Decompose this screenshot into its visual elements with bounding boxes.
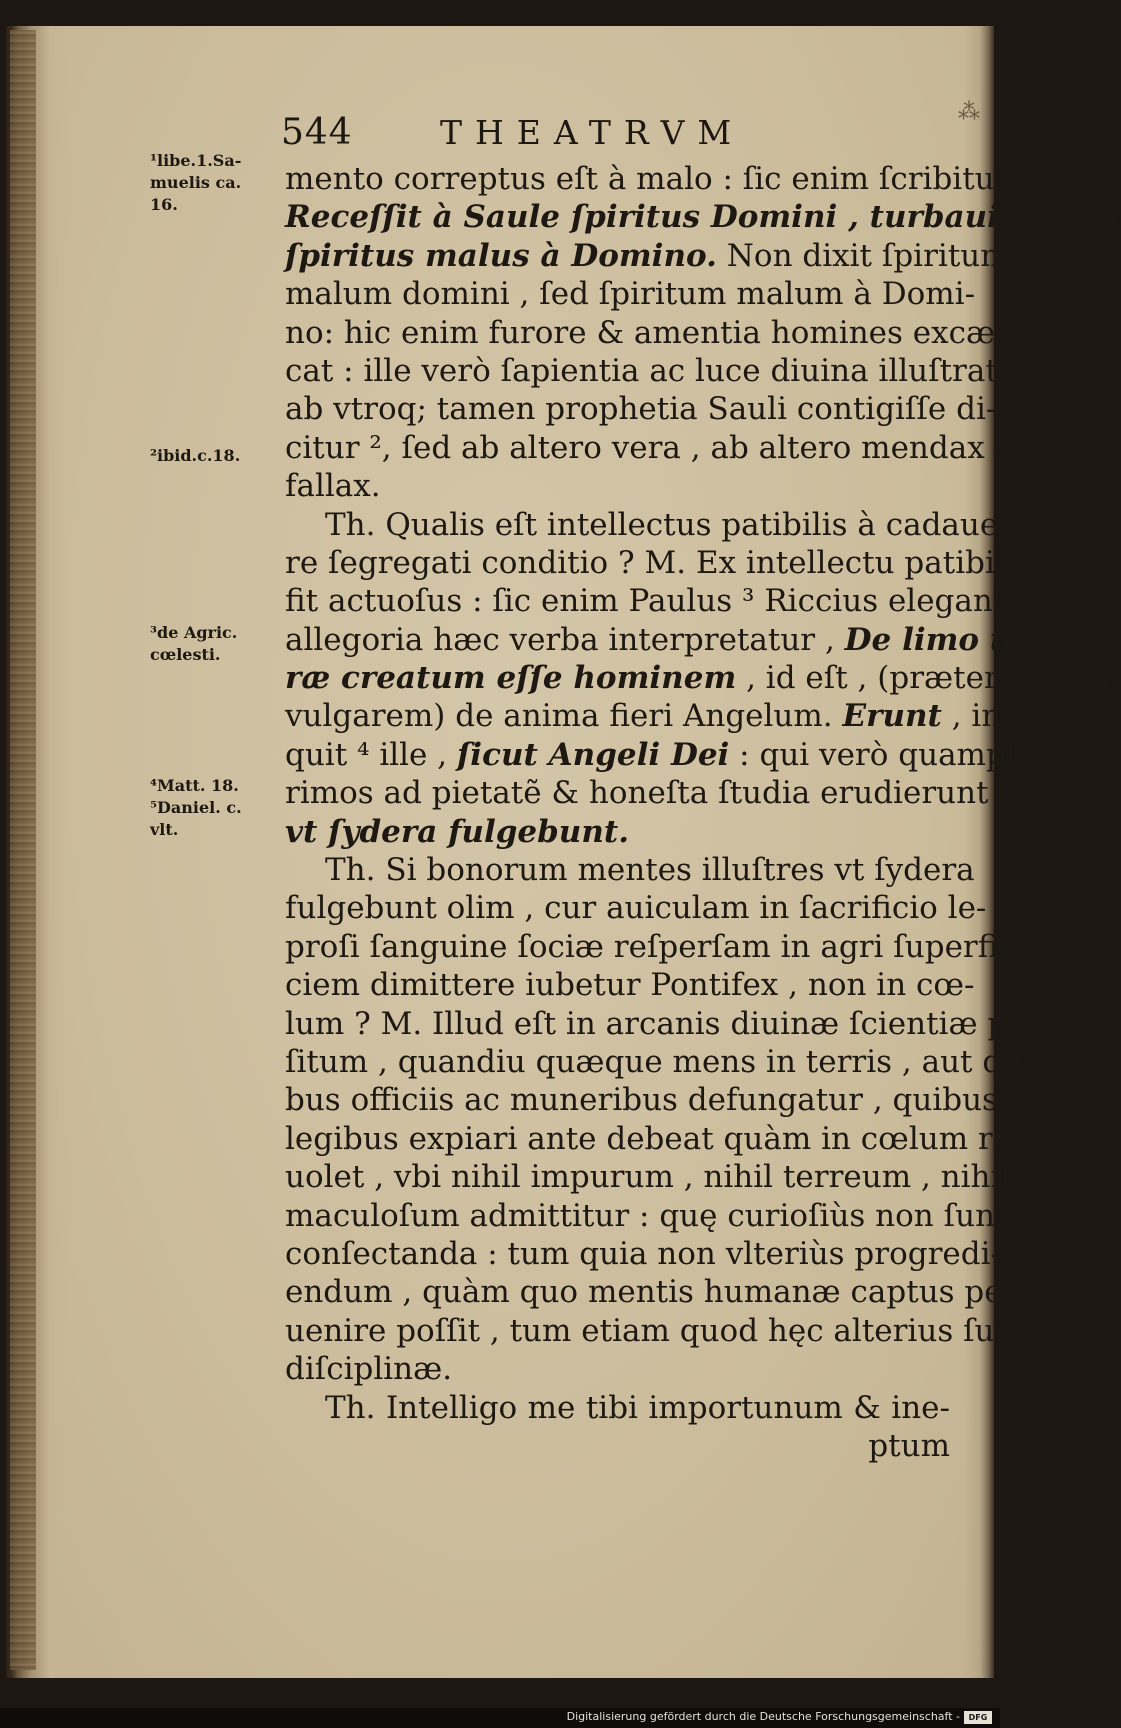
text-line xyxy=(285,659,1120,697)
margin-note-line: ¹libe.1.Sa- xyxy=(150,151,242,170)
text-line xyxy=(285,928,1009,966)
text-span: bus officiis ac muneribus defungatur , quibus xyxy=(285,1082,998,1119)
text-span: ræ creatum eſſe hominem xyxy=(285,660,737,697)
text-line xyxy=(285,582,1016,620)
margin-note-line: ²ibid.c.18. xyxy=(150,446,241,465)
text-line xyxy=(285,697,1012,735)
digitization-credit: Digitalisierung gefördert durch die Deutsche Forschungsgemeinschaft - xyxy=(566,1710,960,1723)
text-span: mento correptus eſt à malo : ſic enim ſcribitur ¹ xyxy=(285,161,1032,197)
margin-note-line: cœlesti. xyxy=(150,645,221,664)
text-line xyxy=(285,1235,1001,1273)
text-line xyxy=(285,774,1031,812)
margin-note-line: ⁴Matt. 18. xyxy=(150,776,239,795)
text-span: Th. Si bonorum mentes illuſtres vt ſydera xyxy=(325,852,975,889)
text-line xyxy=(285,237,1010,275)
running-head xyxy=(275,108,765,158)
text-span: cat : ille verò ſapientia ac luce diuina illuſtrat : xyxy=(285,352,1019,389)
text-line xyxy=(285,352,1019,390)
margin-note-line: ⁵Daniel. c. xyxy=(150,798,242,817)
text-line xyxy=(285,1043,1043,1081)
text-span: , id eſt , (præter ſenſum xyxy=(736,660,1120,697)
text-line xyxy=(285,1273,1028,1311)
text-span: no: hic enim furore & amentia homines excæ- xyxy=(285,314,1006,351)
text-span: re ſegregati conditio ? M. Ex intellectu patibili xyxy=(285,544,1015,581)
page-number: 544 xyxy=(281,112,353,153)
text-span: fallax. xyxy=(285,468,381,505)
text-line xyxy=(285,1350,950,1388)
text-span: Erunt xyxy=(842,698,942,735)
text-line xyxy=(285,1120,1022,1158)
text-span: allegoria hæc verba interpretatur , xyxy=(285,621,845,658)
text-line xyxy=(285,160,1032,198)
text-span: ſpiritus malus à Domino. xyxy=(285,237,717,274)
text-span: fulgebunt olim , cur auiculam in ſacrificio le- xyxy=(285,890,987,927)
margin-note-1 xyxy=(150,150,280,216)
text-span: vt ſydera fulgebunt. xyxy=(285,813,629,850)
text-line xyxy=(285,429,1023,467)
text-span: legibus expiari ante debeat quàm in cœlum re- xyxy=(285,1120,1022,1157)
dfg-logo-icon: DFG xyxy=(964,1711,992,1724)
text-span: lum ? M. Illud eſt in arcanis diuinæ ſcientiæ po- xyxy=(285,1005,1037,1042)
text-span: endum , quàm quo mentis humanæ captus per- xyxy=(285,1274,1028,1311)
corner-mark: ⁂ xyxy=(958,100,980,125)
text-line xyxy=(285,198,1121,236)
text-span: ſicut Angeli Dei xyxy=(456,736,730,773)
running-title: THEATRVM xyxy=(440,113,745,152)
text-line xyxy=(285,1427,950,1465)
text-line xyxy=(285,1005,1037,1043)
text-span: quit ⁴ ille , xyxy=(285,736,457,773)
text-span: ab vtroq; tamen prophetia Sauli contigiſſe di- xyxy=(285,391,997,428)
text-span: Th. Intelligo me tibi importunum & ine- xyxy=(325,1389,950,1426)
text-line xyxy=(285,506,1009,544)
text-span: ptum xyxy=(868,1427,950,1464)
margin-note-3 xyxy=(150,622,280,666)
text-span: Th. Qualis eſt intellectus patibilis à cadaue- xyxy=(325,506,1009,543)
margin-note-line: vlt. xyxy=(150,820,179,839)
text-span: fit actuoſus : ſic enim Paulus ³ Riccius eleganti xyxy=(285,583,1016,620)
page-edges-left xyxy=(10,30,36,1670)
text-span: conſectanda : tum quia non vlteriùs progredi- xyxy=(285,1235,1001,1272)
text-line xyxy=(285,275,976,313)
text-span: ciem dimittere iubetur Pontifex , non in cœ- xyxy=(285,967,975,1004)
text-line xyxy=(285,621,1054,659)
margin-note-line: muelis ca. xyxy=(150,173,242,192)
text-line xyxy=(285,813,950,851)
text-span: proſi ſanguine ſociæ reſperſam in agri ſuperfi- xyxy=(285,928,1009,965)
text-line xyxy=(285,1158,1011,1196)
text-span: ſitum , quandiu quæque mens in terris , aut qui- xyxy=(285,1043,1043,1080)
text-span: , in- xyxy=(941,698,1012,735)
margin-note-4 xyxy=(150,775,280,841)
margin-note-2 xyxy=(150,445,280,467)
text-span: diſciplinæ. xyxy=(285,1351,453,1388)
text-span: Non dixit ſpiritum xyxy=(716,237,1010,274)
text-line xyxy=(285,851,975,889)
margin-note-line: 16. xyxy=(150,195,178,214)
text-span: De limo ter- xyxy=(844,621,1054,658)
text-line xyxy=(285,1389,950,1427)
text-span: vulgarem) de anima fieri Angelum. xyxy=(285,698,843,735)
text-span: uolet , vbi nihil impurum , nihil terreum , nihil xyxy=(285,1159,1011,1196)
text-line xyxy=(285,1081,998,1119)
text-span: Receſſit à Saule ſpiritus Domini , turbauitq́ eum xyxy=(285,199,1121,236)
text-line xyxy=(285,889,987,927)
text-line xyxy=(285,390,997,428)
text-line xyxy=(285,314,1006,352)
text-span: uenire poſſit , tum etiam quod hęc alterius ſunt xyxy=(285,1312,1027,1349)
text-span: : qui verò quamplu- xyxy=(729,736,1047,773)
text-span: malum domini , ſed ſpiritum malum à Domi- xyxy=(285,276,976,313)
text-span: citur ², ſed ab altero vera , ab altero mendax & xyxy=(285,429,1023,466)
text-line xyxy=(285,1312,1027,1350)
text-line xyxy=(285,1197,1008,1235)
text-span: rimos ad pietatẽ & honeſta ſtudia erudierunt ⁵ , xyxy=(285,775,1031,812)
margin-note-line: ³de Agric. xyxy=(150,623,238,642)
text-span: maculoſum admittitur : quę curioſiùs non ſunt xyxy=(285,1197,1008,1234)
text-line xyxy=(285,736,1047,774)
body-text xyxy=(285,160,1121,1465)
text-line xyxy=(285,966,975,1004)
text-line xyxy=(285,467,950,505)
text-line xyxy=(285,544,1015,582)
